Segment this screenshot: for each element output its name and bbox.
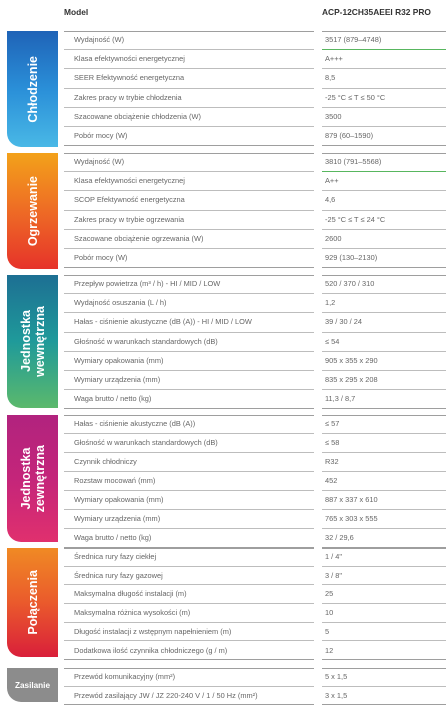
spec-value: 3 / 8" (325, 570, 343, 580)
row-divider (322, 659, 446, 660)
section-title: Chłodzenie (25, 55, 40, 123)
spec-label: Średnica rury fazy gazowej (74, 570, 163, 580)
row-divider (322, 145, 446, 146)
spec-value: 3 x 1,5 (325, 690, 348, 700)
spec-row (64, 333, 448, 352)
spec-label: Wymiary urządzenia (mm) (74, 514, 161, 523)
row-divider (64, 31, 314, 32)
spec-row (64, 50, 448, 69)
spec-value: A++ (325, 176, 339, 186)
row-divider (322, 704, 446, 705)
spec-label: Rozstaw mocowań (mm) (74, 476, 156, 485)
spec-label: Średnica rury fazy ciekłej (74, 552, 157, 561)
spec-row (64, 352, 448, 371)
spec-value: 3810 (791–5568) (325, 157, 382, 166)
spec-label: Pobór mocy (W) (74, 253, 128, 262)
section-title: Jednostka zewnętrzna (18, 444, 47, 513)
spec-label: Waga brutto / netto (kg) (74, 394, 152, 404)
spec-value: 929 (130–2130) (325, 253, 378, 262)
spec-row (64, 127, 448, 146)
spec-row (64, 89, 448, 108)
spec-row (64, 491, 448, 510)
spec-value: 5 (325, 626, 330, 636)
spec-value: 1,2 (325, 298, 336, 308)
spec-value: 765 x 303 x 555 (325, 514, 378, 523)
spec-value: 4,6 (325, 195, 336, 205)
spec-value: R32 (325, 457, 339, 466)
section-title: Zasilanie (14, 680, 51, 690)
row-divider (322, 153, 446, 154)
spec-label: Klasa efektywności energetycznej (74, 54, 185, 64)
spec-row (64, 585, 448, 604)
spec-label: SCOP Efektywność energetyczna (74, 195, 185, 205)
spec-value: 25 (325, 589, 334, 599)
row-divider (322, 415, 446, 416)
row-divider (64, 267, 314, 268)
row-divider (64, 275, 314, 276)
row-divider (64, 548, 314, 549)
row-divider (64, 415, 314, 416)
table-header (0, 0, 448, 26)
spec-label: Głośność w warunkach standardowych (dB) (74, 336, 218, 346)
spec-row (64, 453, 448, 472)
section-polaczenia (0, 545, 448, 663)
spec-row (64, 153, 448, 172)
spec-row (64, 211, 448, 230)
spec-row (64, 668, 448, 687)
spec-value: 520 / 370 / 310 (325, 279, 375, 288)
spec-row (64, 230, 448, 249)
spec-row (64, 172, 448, 191)
model-code-header: ACP-12CH35AEEI R32 PRO (322, 7, 431, 17)
spec-row (64, 472, 448, 491)
spec-value: 3517 (879–4748) (325, 35, 382, 44)
section-ogrzewanie (0, 150, 448, 271)
spec-label: Wydajność (W) (74, 157, 125, 166)
section-tab-ogrzewanie (7, 153, 58, 269)
spec-label: Wymiary opakowania (mm) (74, 355, 164, 365)
section-chlodzenie (0, 28, 448, 149)
row-divider (322, 267, 446, 268)
spec-value: 8,5 (325, 73, 336, 83)
spec-label: Waga brutto / netto (kg) (74, 533, 152, 542)
model-column-header: Model (64, 7, 89, 17)
row-divider (322, 31, 446, 32)
spec-label: Wymiary urządzenia (mm) (74, 375, 161, 384)
section-jednostka-zewnetrzna (0, 412, 448, 551)
spec-label: Klasa efektywności energetycznej (74, 176, 185, 186)
spec-row (64, 294, 448, 313)
spec-label: Pobór mocy (W) (74, 131, 128, 140)
spec-label: SEER Efektywność energetyczna (74, 73, 185, 83)
spec-row (64, 249, 448, 268)
section-title: Połączenia (25, 570, 40, 635)
spec-label: Przewód komunikacyjny (mm²) (74, 672, 176, 681)
spec-value: 1 / 4" (325, 552, 343, 561)
spec-row (64, 371, 448, 390)
section-zasilanie (0, 665, 448, 708)
row-divider (322, 275, 446, 276)
spec-value: 835 x 295 x 208 (325, 375, 378, 384)
spec-row (64, 108, 448, 127)
section-tab-jednostka-zewnetrzna (7, 415, 58, 542)
spec-value: 452 (325, 476, 338, 485)
row-divider (64, 668, 314, 669)
spec-label: Hałas - ciśnienie akustyczne (dB (A)) - HI / MID / LOW (74, 317, 252, 327)
spec-row (64, 415, 448, 434)
row-divider (322, 548, 446, 549)
spec-value: 887 x 337 x 610 (325, 495, 378, 504)
spec-value: 39 / 30 / 24 (325, 317, 362, 327)
spec-label: Przewód zasilający JW / JZ 220-240 V / 1 / 50 Hz (mm²) (74, 690, 258, 700)
spec-label: Wydajność osuszania (L / h) (74, 298, 167, 308)
spec-row (64, 510, 448, 529)
spec-label: Czynnik chłodniczy (74, 457, 137, 466)
spec-value: -25 °C ≤ T ≤ 24 °C (325, 214, 386, 224)
spec-value: 5 x 1,5 (325, 672, 348, 681)
spec-row (64, 604, 448, 623)
spec-value: 905 x 355 x 290 (325, 355, 378, 365)
section-title: Ogrzewanie (25, 175, 40, 247)
spec-row (64, 31, 448, 50)
spec-value: -25 °C ≤ T ≤ 50 °C (325, 92, 386, 102)
spec-row (64, 642, 448, 661)
spec-label: Dodatkowa ilość czynnika chłodniczego (g / m) (74, 645, 228, 655)
spec-label: Maksymalna długość instalacji (m) (74, 589, 187, 599)
row-divider (64, 408, 314, 409)
spec-row (64, 687, 448, 706)
section-title: Jednostka wewnętrzna (18, 306, 47, 377)
row-divider (322, 668, 446, 669)
spec-value: 32 / 29,6 (325, 533, 354, 542)
row-divider (64, 704, 314, 705)
spec-label: Wydajność (W) (74, 35, 125, 44)
spec-value: ≤ 57 (325, 419, 340, 428)
spec-label: Maksymalna różnica wysokości (m) (74, 608, 191, 618)
spec-value: 11,3 / 8,7 (325, 394, 356, 404)
spec-label: Zakres pracy w trybie chłodzenia (74, 92, 182, 102)
section-tab-zasilanie (7, 668, 58, 702)
spec-value: 879 (60–1590) (325, 131, 374, 140)
spec-value: A+++ (325, 54, 343, 64)
spec-row (64, 548, 448, 567)
section-tab-polaczenia (7, 548, 58, 657)
section-jednostka-wewnetrzna (0, 272, 448, 412)
spec-label: Głośność w warunkach standardowych (dB) (74, 438, 218, 447)
row-divider (64, 153, 314, 154)
section-tab-jednostka-wewnetrzna (7, 275, 58, 408)
spec-label: Przepływ powietrza (m³ / h) - HI / MID / LOW (74, 279, 221, 288)
spec-row (64, 191, 448, 210)
spec-row (64, 434, 448, 453)
spec-row (64, 623, 448, 642)
spec-label: Szacowane obciążenie chłodzenia (W) (74, 111, 201, 121)
spec-row (64, 567, 448, 586)
spec-value: 10 (325, 608, 334, 618)
spec-row (64, 275, 448, 294)
spec-row (64, 69, 448, 88)
section-tab-chlodzenie (7, 31, 58, 147)
spec-label: Szacowane obciążenie ogrzewania (W) (74, 233, 204, 243)
spec-row (64, 390, 448, 409)
row-divider (64, 145, 314, 146)
spec-value: 3500 (325, 111, 342, 121)
spec-value: 12 (325, 645, 334, 655)
spec-label: Zakres pracy w trybie ogrzewania (74, 214, 185, 224)
spec-row (64, 313, 448, 332)
spec-value: ≤ 54 (325, 336, 340, 346)
spec-label: Wymiary opakowania (mm) (74, 495, 164, 504)
spec-label: Długość instalacji z wstępnym napełnieniem (m) (74, 626, 232, 636)
spec-value: 2600 (325, 233, 342, 243)
spec-label: Hałas - ciśnienie akustyczne (dB (A)) (74, 419, 196, 428)
spec-value: ≤ 58 (325, 438, 340, 447)
row-divider (322, 408, 446, 409)
row-divider (64, 659, 314, 660)
